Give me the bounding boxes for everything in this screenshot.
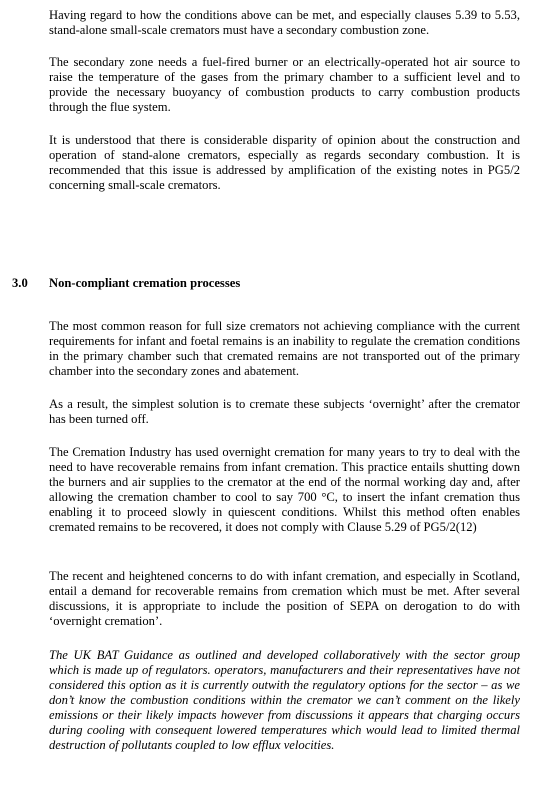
intro-paragraph-2: The secondary zone needs a fuel-fired burner or an electrically-operated hot air source to raise the temperature of the gases from the primary chamber to a sufficient level and to provide the necessary buoyancy of combustion products to carry combustion products through the flue system. bbox=[49, 55, 520, 114]
section-paragraph-4: The recent and heightened concerns to do with infant cremation, and especially in Scotland, entail a demand for recoverable remains from cremation which must be met. After several discussions, it is appropriate to include the position of SEPA on derogation to do with ‘overnight cremation’. bbox=[49, 569, 520, 628]
section-number: 3.0 bbox=[12, 276, 28, 290]
section-paragraph-1: The most common reason for full size cremators not achieving compliance with the current requirements for infant and foetal remains is an inability to regulate the cremation conditions in the primary chamber such that cremated remains are not transported out of the primary chamber into the secondary zones and abatement. bbox=[49, 319, 520, 378]
section-paragraph-3: The Cremation Industry has used overnight cremation for many years to try to deal with the need to have recoverable remains from infant cremation. This practice entails shutting down the burners and air supplies to the cremator at the end of the normal working day and, after allowing the cremation chamber to cool to say 700 °C, to insert the infant cremation thus enabling it to proceed slowly in quiescent conditions. Whilst this method often enables cremated remains to be recovered, it does not comply with Clause 5.29 of PG5/2(12) bbox=[49, 445, 520, 534]
section-paragraph-2: As a result, the simplest solution is to cremate these subjects ‘overnight’ after the cremator has been turned off. bbox=[49, 397, 520, 426]
intro-paragraph-1: Having regard to how the conditions above can be met, and especially clauses 5.39 to 5.53, stand-alone small-scale cremators must have a secondary combustion zone. bbox=[49, 8, 520, 37]
intro-paragraph-3: It is understood that there is considerable disparity of opinion about the construction and operation of stand-alone cremators, especially as regards secondary combustion. It is recommended that this issue is addressed by amplification of the existing notes in PG5/2 concerning small-scale cremators. bbox=[49, 133, 520, 192]
section-heading: Non-compliant cremation processes bbox=[49, 276, 241, 290]
section-paragraph-5: The UK BAT Guidance as outlined and developed collaboratively with the sector group which is made up of regulators. operators, manufacturers and their representatives have not considered this option as it is currently outwith the regulatory options for the sector – as we don’t know the combustion conditions within the cremator we can’t comment on the likely emissions or their likely impacts however from discussions it appears that charging occurs during cooling with consequent lowered temperatures which would lead to limited thermal destruction of pollutants coupled to low efflux velocities. bbox=[49, 648, 520, 752]
